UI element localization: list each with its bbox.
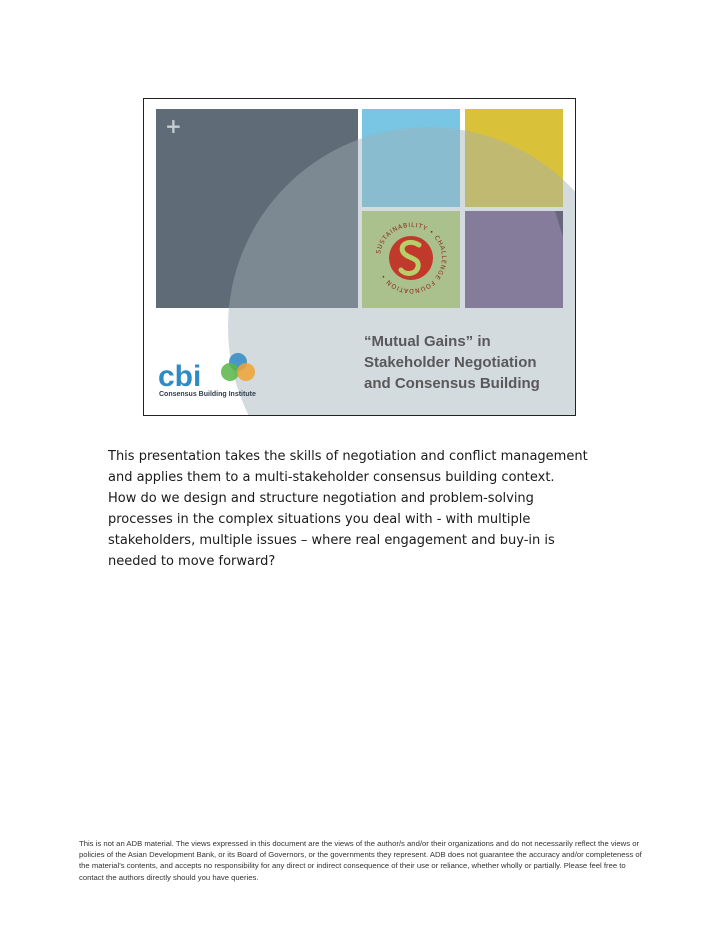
logo-circle-orange — [237, 363, 255, 381]
notes-line: This presentation takes the skills of negotiation and conflict management — [108, 449, 588, 464]
blue-tile — [362, 109, 460, 207]
disclaimer-line: the material’s contents, and accepts no responsibility for any direct or indirect consequence of their use or reliance, whether wholly or partially. Please feel free to — [79, 861, 626, 871]
logo-circle-green — [221, 363, 239, 381]
notes-line: and applies them to a multi-stakeholder consensus building context. — [108, 470, 555, 485]
disclaimer-line: contact the authors directly should you have queries. — [79, 872, 259, 882]
cbi-subtitle: Consensus Building Institute — [159, 391, 256, 398]
notes-line: processes in the complex situations you deal with - with multiple — [108, 512, 531, 527]
disclaimer-line: policies of the Asian Development Bank, or its Board of Governors, or the governments they represent. ADB does not guarantee the accuracy and/or completeness of — [79, 850, 642, 860]
slide-title-line: Stakeholder Negotiation — [364, 354, 537, 371]
yellow-tile — [465, 109, 563, 207]
disclaimer-line: This is not an ADB material. The views expressed in this document are the views of the author/s and/or their organizations and do not necessarily reflect the views or — [79, 839, 640, 848]
notes-line: needed to move forward? — [108, 554, 276, 569]
slide-thumbnail — [143, 98, 576, 416]
purple-tile — [465, 211, 563, 308]
disclaimer — [79, 838, 679, 883]
slide-title-line: “Mutual Gains” in — [364, 333, 491, 350]
cbi-wordmark: cbi — [158, 360, 202, 393]
seal-text: SUSTAINABILITY • CHALLENGE FOUNDATION • — [375, 221, 448, 295]
gray-panel — [156, 109, 358, 308]
slide-title-line: and Consensus Building — [364, 375, 540, 392]
sustainability-challenge-foundation-seal — [370, 217, 452, 299]
notes-line: How do we design and structure negotiation and problem-solving — [108, 491, 534, 506]
speaker-notes — [108, 446, 628, 572]
notes-line: stakeholders, multiple issues – where real engagement and buy-in is — [108, 533, 555, 548]
plus-icon: + — [165, 114, 182, 138]
purple-tile-corner — [555, 211, 563, 237]
slide-title — [364, 331, 569, 394]
